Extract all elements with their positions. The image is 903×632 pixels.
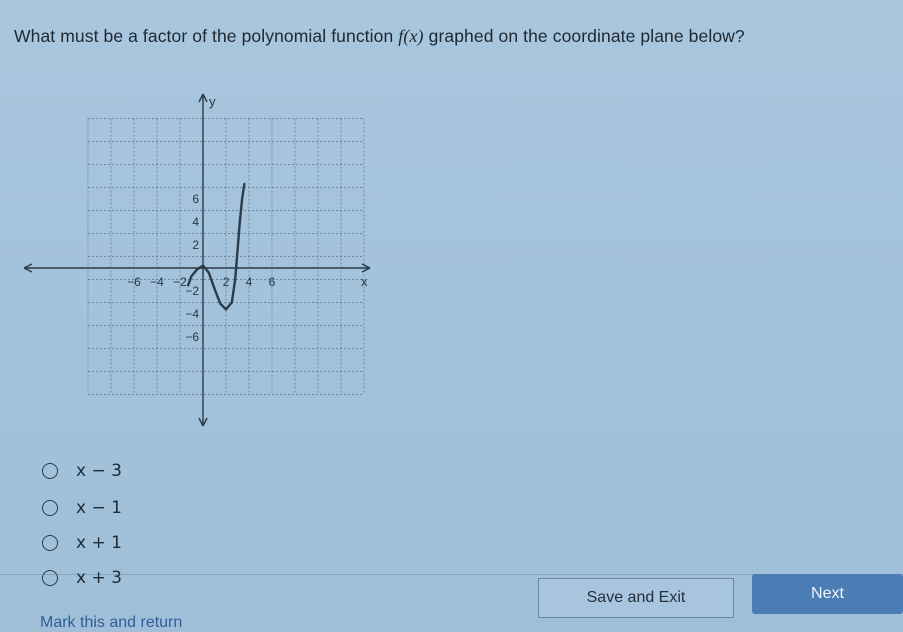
question-prefix: What must be a factor of the polynomial function: [14, 26, 399, 46]
y-tick-label: 2: [192, 238, 199, 252]
y-tick-label: 4: [192, 215, 199, 229]
radio-button[interactable]: [42, 535, 58, 551]
option-label: x − 3: [76, 461, 122, 481]
option-label: x + 3: [76, 568, 122, 588]
x-tick-label: 4: [245, 275, 253, 289]
answer-option[interactable]: [42, 530, 122, 556]
answer-option[interactable]: [42, 565, 122, 591]
x-tick-label: −4: [150, 275, 164, 289]
option-label: x − 1: [76, 498, 122, 518]
question-text: [14, 26, 745, 47]
save-and-exit-button[interactable]: Save and Exit: [538, 578, 734, 618]
radio-button[interactable]: [42, 463, 58, 479]
radio-button[interactable]: [42, 570, 58, 586]
answer-option[interactable]: [42, 458, 122, 484]
x-axis-label: x: [361, 274, 368, 289]
question-function: f(x): [398, 26, 424, 46]
coordinate-plane: [20, 88, 380, 433]
y-axis-label: y: [209, 94, 216, 109]
option-label: x + 1: [76, 533, 122, 553]
y-tick-label: −4: [185, 307, 199, 321]
radio-button[interactable]: [42, 500, 58, 516]
answer-option[interactable]: [42, 495, 122, 521]
x-tick-label: −2: [173, 275, 187, 289]
grid-lines: [88, 119, 364, 395]
next-button[interactable]: Next: [752, 574, 903, 614]
x-tick-label: 2: [222, 275, 230, 289]
y-tick-label: −2: [185, 284, 199, 298]
x-tick-label: 6: [268, 275, 276, 289]
x-tick-label: −6: [127, 275, 141, 289]
y-tick-label: −6: [185, 330, 199, 344]
mark-and-return-link[interactable]: Mark this and return: [40, 614, 183, 631]
y-tick-label: 6: [192, 192, 199, 206]
question-suffix: graphed on the coordinate plane below?: [423, 26, 745, 46]
